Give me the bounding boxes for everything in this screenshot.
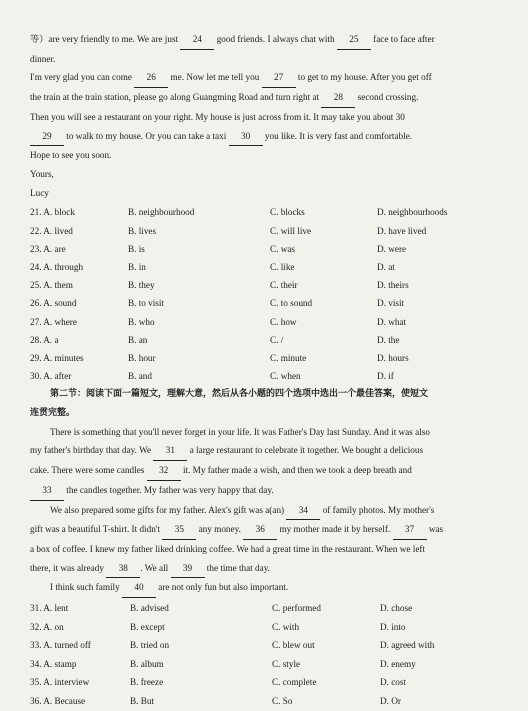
blank-35: 35 (162, 520, 196, 540)
option: C. was (270, 243, 296, 254)
text: . We all (140, 562, 169, 573)
option: D. if (377, 371, 394, 382)
option: C. style (272, 658, 301, 669)
closing: Yours, (30, 168, 54, 179)
blank-31: 31 (153, 441, 187, 461)
passage2-line: a box of coffee. I knew my father liked drinking coffee. We had a great time in the restaurant. When we left (30, 543, 426, 554)
passage1-line (30, 88, 514, 108)
blank-34: 34 (286, 501, 320, 521)
text: was (428, 524, 444, 535)
option: C. with (272, 621, 300, 632)
option: C. how (270, 316, 297, 327)
blank-25: 25 (337, 30, 371, 50)
option: C. will live (270, 225, 312, 236)
option-row (30, 276, 514, 294)
option-row (30, 349, 514, 367)
option: C. complete (272, 677, 317, 688)
option: B. album (130, 658, 164, 669)
text: face to face after (373, 34, 435, 44)
text: to get to my house. After you get off (297, 72, 432, 83)
text: good friends. I always chat with (216, 34, 335, 44)
signature: Lucy (30, 187, 49, 198)
text: you like. It is very fast and comfortable. (264, 130, 413, 141)
option: C. to sound (270, 298, 313, 309)
option: D. theirs (377, 280, 409, 291)
passage2-line (30, 520, 514, 540)
option-row (30, 655, 514, 674)
text: of family photos. My mother's (322, 504, 435, 515)
option: 34. A. stamp (30, 658, 77, 669)
option: C. / (270, 334, 284, 345)
text: me. Now let me tell you (170, 72, 260, 83)
option-row (30, 618, 514, 637)
option: 26. A. sound (30, 298, 77, 309)
option: 29. A. minutes (30, 352, 84, 363)
option-row (30, 222, 514, 240)
blank-32: 32 (147, 461, 181, 481)
option-row (30, 240, 514, 258)
passage2-line (30, 559, 514, 579)
passage2-line: There is something that you'll never forget in your life. It was Father's Day last Sunday. And it was also (50, 426, 430, 437)
passage1-line (30, 127, 514, 147)
option: B. in (128, 261, 146, 272)
passage2-line (30, 461, 514, 481)
option: C. their (270, 280, 298, 291)
option-row (30, 692, 514, 711)
passage1-line (30, 68, 514, 88)
text: to walk to my house. Or you can take a taxi (66, 130, 227, 141)
text: any money. (198, 524, 241, 535)
option: B. hour (128, 352, 156, 363)
text: my father's birthday that day. We (30, 445, 152, 456)
option: B. But (130, 696, 154, 707)
option: C. like (270, 261, 295, 272)
option: 35. A. interview (30, 677, 90, 688)
text: the train at the train station, please go along Guangming Road and turn right at (30, 92, 320, 103)
text: I think such family (50, 582, 120, 593)
text: We also prepared some gifts for my father. Alex's gift was a(an) (50, 504, 285, 515)
option: 24. A. through (30, 261, 84, 272)
option: 22. A. lived (30, 225, 73, 236)
section2-instruction-cont: 连贯完整。 (30, 408, 76, 419)
blank-39: 39 (171, 559, 205, 579)
passage1-line: Then you will see a restaurant on your right. My house is just across from it. It may take you about 30 (30, 111, 405, 122)
option: B. an (128, 334, 148, 345)
blank-28: 28 (321, 88, 355, 108)
option: 33. A. turned off (30, 640, 91, 651)
option: B. is (128, 243, 145, 254)
option: D. chose (380, 603, 413, 614)
option: D. enemy (380, 658, 416, 669)
option-row (30, 258, 514, 276)
option: 31. A. lent (30, 603, 69, 614)
option: 36. A. Because (30, 696, 86, 707)
option: D. Or (380, 696, 401, 707)
option: D. at (377, 261, 395, 272)
text: second crossing. (357, 92, 419, 103)
option: C. performed (272, 603, 321, 614)
option: C. minute (270, 352, 307, 363)
option: B. they (128, 280, 155, 291)
option: D. neighbourhoods (377, 207, 448, 218)
passage1-line: dinner. (30, 53, 56, 64)
passage2-line (30, 501, 514, 521)
blank-29: 29 (30, 127, 64, 147)
option: 23. A. are (30, 243, 66, 254)
text: the time that day. (206, 562, 270, 573)
option: C. blocks (270, 207, 305, 218)
option-row (30, 331, 514, 349)
blank-27: 27 (262, 68, 296, 88)
option-row (30, 367, 514, 385)
option: 32. A. on (30, 621, 64, 632)
blank-37: 37 (393, 520, 427, 540)
option-row (30, 313, 514, 331)
option: B. lives (128, 225, 157, 236)
option: 21. A. block (30, 207, 75, 218)
blank-30: 30 (229, 127, 263, 147)
text: there, it was already (30, 562, 104, 573)
option: B. and (128, 371, 152, 382)
option: 30. A. after (30, 371, 72, 382)
text: cake. There were some candles (30, 465, 145, 476)
option: D. into (380, 621, 406, 632)
text: are not only fun but also important. (158, 582, 289, 593)
option-row (30, 294, 514, 312)
option: B. who (128, 316, 155, 327)
option: D. cost (380, 677, 407, 688)
blank-33: 33 (30, 481, 64, 501)
blank-38: 38 (106, 559, 140, 579)
option-row (30, 203, 514, 221)
option: 28. A. a (30, 334, 59, 345)
option-row (30, 599, 514, 618)
option: C. So (272, 696, 293, 707)
options-31-36 (30, 599, 514, 711)
option: D. hours (377, 352, 409, 363)
option: B. except (130, 621, 165, 632)
passage2-line (30, 441, 514, 461)
option: D. the (377, 334, 400, 345)
option: B. to visit (128, 298, 164, 309)
blank-36: 36 (243, 520, 277, 540)
option: B. neighbourhood (128, 207, 195, 218)
option: D. visit (377, 298, 405, 309)
passage1-line: Hope to see you soon. (30, 150, 112, 161)
option: 25. A. them (30, 280, 73, 291)
option: D. what (377, 316, 407, 327)
option-row (30, 673, 514, 692)
blank-26: 26 (134, 68, 168, 88)
passage2-line (30, 578, 514, 598)
text: I'm very glad you can come (30, 72, 132, 83)
option: 27. A. where (30, 316, 77, 327)
option: B. freeze (130, 677, 164, 688)
blank-24: 24 (180, 30, 214, 50)
text: a large restaurant to celebrate it together. We bought a delicious (189, 445, 424, 456)
option: D. have lived (377, 225, 427, 236)
blank-40: 40 (122, 578, 156, 598)
text: the candles together. My father was very happy that day. (66, 484, 274, 495)
option: B. advised (130, 603, 169, 614)
passage1-line (30, 30, 514, 50)
option: C. blew out (272, 640, 315, 651)
text: it. My father made a wish, and then we took a deep breath and (182, 465, 412, 476)
option: D. agreed with (380, 640, 435, 651)
options-21-30 (30, 203, 514, 385)
option-row (30, 636, 514, 655)
option: D. were (377, 243, 407, 254)
section2-instruction: 第二节：阅读下面一篇短文，理解大意，然后从各小题的四个选项中选出一个最佳答案，使短文 (50, 389, 429, 400)
text: gift was a beautiful T-shirt. It didn't (30, 524, 161, 535)
passage2-line (30, 481, 514, 501)
text: 等）are very friendly to me. We are just (30, 34, 179, 44)
option: B. tried on (130, 640, 170, 651)
text: my mother made it by herself. (279, 524, 391, 535)
option: C. when (270, 371, 301, 382)
